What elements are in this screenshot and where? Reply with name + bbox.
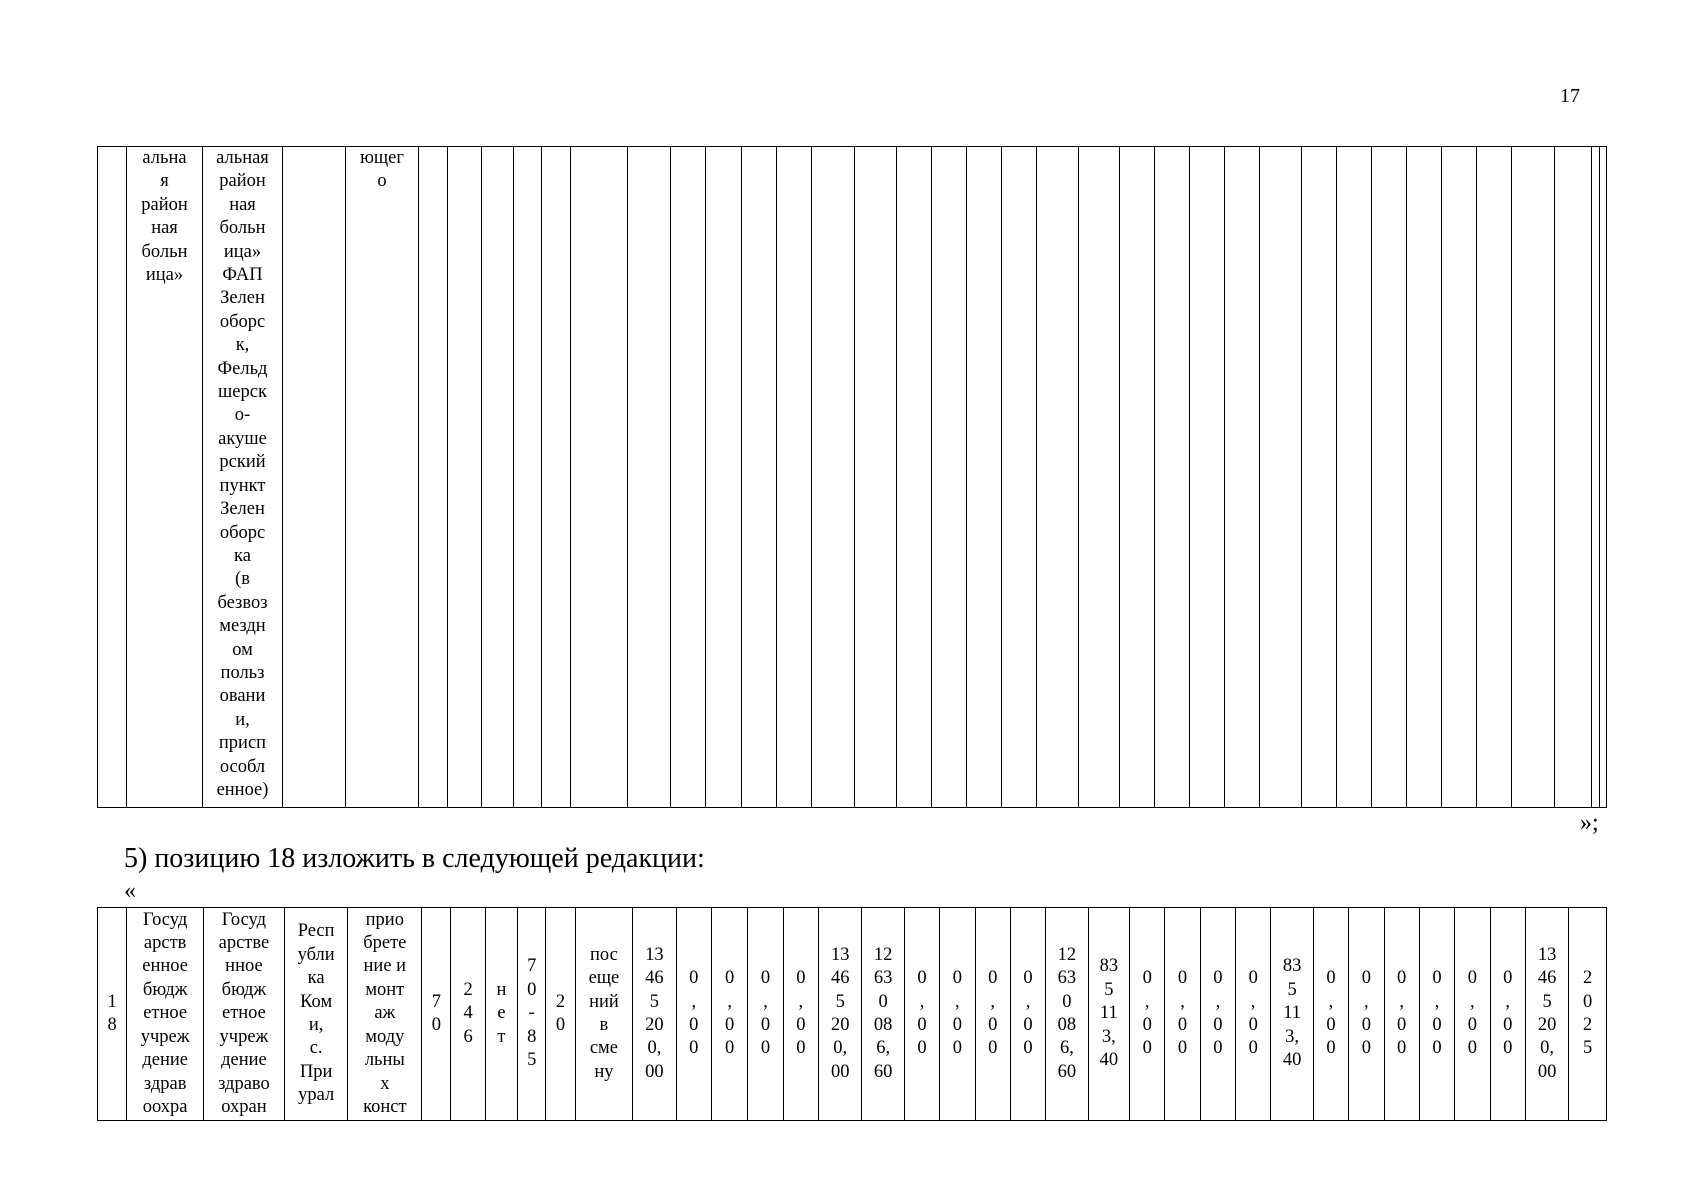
table-cell <box>1155 147 1190 808</box>
table-cell <box>1079 147 1120 808</box>
table-cell <box>514 147 542 808</box>
table-cell <box>98 147 127 808</box>
cell-text: прио брете ние и монт аж моду льны х конст <box>363 909 407 1117</box>
table-cell <box>1349 908 1384 1121</box>
cell-text: 0 , 0 0 <box>1023 968 1033 1059</box>
cell-text: 0 , 0 0 <box>917 968 927 1059</box>
table-cell <box>485 908 517 1121</box>
table-cell <box>451 908 485 1121</box>
table-cell <box>897 147 932 808</box>
table-cell <box>203 147 283 808</box>
table-cell <box>542 147 571 808</box>
table-cell <box>783 908 818 1121</box>
table-cell <box>204 908 285 1121</box>
closing-quote: »; <box>1580 810 1599 836</box>
table-cell <box>1384 908 1419 1121</box>
cell-text: 0 , 0 0 <box>1326 968 1336 1059</box>
table-cell <box>1200 908 1235 1121</box>
table-cell <box>777 147 812 808</box>
table-cell <box>1337 147 1372 808</box>
cell-text: 0 , 0 0 <box>1361 968 1371 1059</box>
table-cell <box>127 908 204 1121</box>
table-cell <box>967 147 1002 808</box>
table-cell <box>448 147 482 808</box>
table-row <box>98 147 1607 808</box>
cell-text: 0 , 0 0 <box>1177 968 1188 1059</box>
table-cell <box>1592 147 1600 808</box>
table-cell <box>676 908 711 1121</box>
cell-text: 0 , 0 0 <box>1503 968 1513 1059</box>
table-cell <box>1313 908 1348 1121</box>
table-cell <box>1555 147 1592 808</box>
cell-text: пос еще ний в сме ну <box>588 944 620 1082</box>
top-table-continuation <box>97 146 1607 808</box>
table-cell <box>628 147 671 808</box>
cell-text: 83 5 11 3, 40 <box>1282 956 1302 1071</box>
table-cell <box>1037 147 1079 808</box>
table-cell <box>98 908 127 1121</box>
table-cell <box>1490 908 1525 1121</box>
cell-text: альна я район ная больн ица» <box>141 148 188 286</box>
cell-text: 0 , 0 0 <box>796 968 806 1059</box>
cell-text: 12 63 0 08 6, 60 <box>873 944 893 1082</box>
table-cell <box>1455 908 1490 1121</box>
table-cell <box>346 147 419 808</box>
table-cell <box>904 908 939 1121</box>
table-cell <box>671 147 706 808</box>
cell-text: ющег о <box>360 148 404 192</box>
table-cell <box>812 147 855 808</box>
table-cell <box>1190 147 1225 808</box>
table-cell <box>1120 147 1155 808</box>
table-cell <box>932 147 967 808</box>
cell-text: Госуд арстве нное бюдж етное учреж дение здраво охран <box>218 909 270 1117</box>
table-cell <box>1525 908 1568 1121</box>
cell-text: 7 0 <box>431 991 441 1035</box>
table-cell <box>1512 147 1555 808</box>
table-cell <box>1260 147 1302 808</box>
table-cell <box>1088 908 1129 1121</box>
cell-text: 2 0 <box>555 991 566 1035</box>
table-cell <box>1225 147 1260 808</box>
table-cell <box>862 908 904 1121</box>
table-cell <box>1236 908 1271 1121</box>
cell-text: 0 , 0 0 <box>760 968 771 1059</box>
cell-text: 0 , 0 0 <box>1248 968 1258 1059</box>
table-cell <box>1477 147 1512 808</box>
table-cell <box>284 908 348 1121</box>
table-cell <box>1372 147 1407 808</box>
table-cell <box>1599 147 1607 808</box>
table-cell <box>1165 908 1200 1121</box>
table-cell <box>1046 908 1088 1121</box>
cell-text: 0 , 0 0 <box>1432 968 1442 1059</box>
table-cell <box>742 147 777 808</box>
cell-text: альная район ная больн ица» ФАП Зелен оборс к, Фельд шерск о- акуше рский пункт Зелен оборс ка (в безвоз мездн ом польз овани и, присп особл енное) <box>216 148 269 800</box>
table-cell <box>575 908 633 1121</box>
table-cell <box>1442 147 1477 808</box>
table-cell <box>1302 147 1337 808</box>
cell-text: 0 , 0 0 <box>689 968 699 1059</box>
cell-text: 7 0 - 8 5 <box>527 956 537 1071</box>
table-row <box>98 908 1607 1121</box>
cell-text: 0 , 0 0 <box>1467 968 1477 1059</box>
cell-text: 0 , 0 0 <box>1397 968 1407 1059</box>
cell-text: 2 4 6 <box>463 979 473 1047</box>
page-number: 17 <box>1560 85 1580 107</box>
amendment-instruction: 5) позицию 18 изложить в следующей редакции: <box>124 843 705 874</box>
table-cell <box>706 147 742 808</box>
table-cell <box>711 908 747 1121</box>
cell-text: Респ убли ка Ком и, с. При урал <box>297 921 335 1106</box>
cell-text: 0 , 0 0 <box>1142 968 1152 1059</box>
table-cell <box>1002 147 1037 808</box>
cell-text: 13 46 5 20 0, 00 <box>645 944 664 1082</box>
table-cell <box>1271 908 1313 1121</box>
opening-quote: « <box>124 878 136 904</box>
table-cell <box>546 908 575 1121</box>
table-cell <box>855 147 897 808</box>
table-cell <box>819 908 862 1121</box>
table-cell <box>748 908 783 1121</box>
cell-text: 13 46 5 20 0, 00 <box>1537 944 1557 1082</box>
cell-text: 0 , 0 0 <box>725 968 735 1059</box>
cell-text: н е т <box>496 979 507 1047</box>
cell-text: 13 46 5 20 0, 00 <box>830 944 850 1082</box>
table-cell <box>348 908 422 1121</box>
cell-text: 12 63 0 08 6, 60 <box>1057 944 1077 1082</box>
table-cell <box>1407 147 1442 808</box>
table-cell <box>1419 908 1454 1121</box>
cell-text: 2 0 2 5 <box>1583 968 1593 1059</box>
table-cell <box>633 908 676 1121</box>
cell-text: 0 , 0 0 <box>988 968 998 1059</box>
table-cell <box>419 147 448 808</box>
cell-text: 83 5 11 3, 40 <box>1099 956 1119 1071</box>
table-cell <box>127 147 203 808</box>
cell-text: 0 , 0 0 <box>952 968 962 1059</box>
cell-text: 1 8 <box>107 991 117 1035</box>
table-cell <box>1010 908 1045 1121</box>
table-cell <box>1569 908 1607 1121</box>
position-18-table <box>97 907 1607 1121</box>
table-cell <box>975 908 1010 1121</box>
table-cell <box>482 147 514 808</box>
cell-text: 0 , 0 0 <box>1213 968 1223 1059</box>
table-cell <box>422 908 451 1121</box>
table-cell <box>283 147 346 808</box>
cell-text: Госуд арств енное бюдж етное учреж дение здрав оохра <box>140 909 190 1117</box>
table-cell <box>940 908 975 1121</box>
table-cell <box>1130 908 1165 1121</box>
table-cell <box>571 147 628 808</box>
table-cell <box>518 908 546 1121</box>
